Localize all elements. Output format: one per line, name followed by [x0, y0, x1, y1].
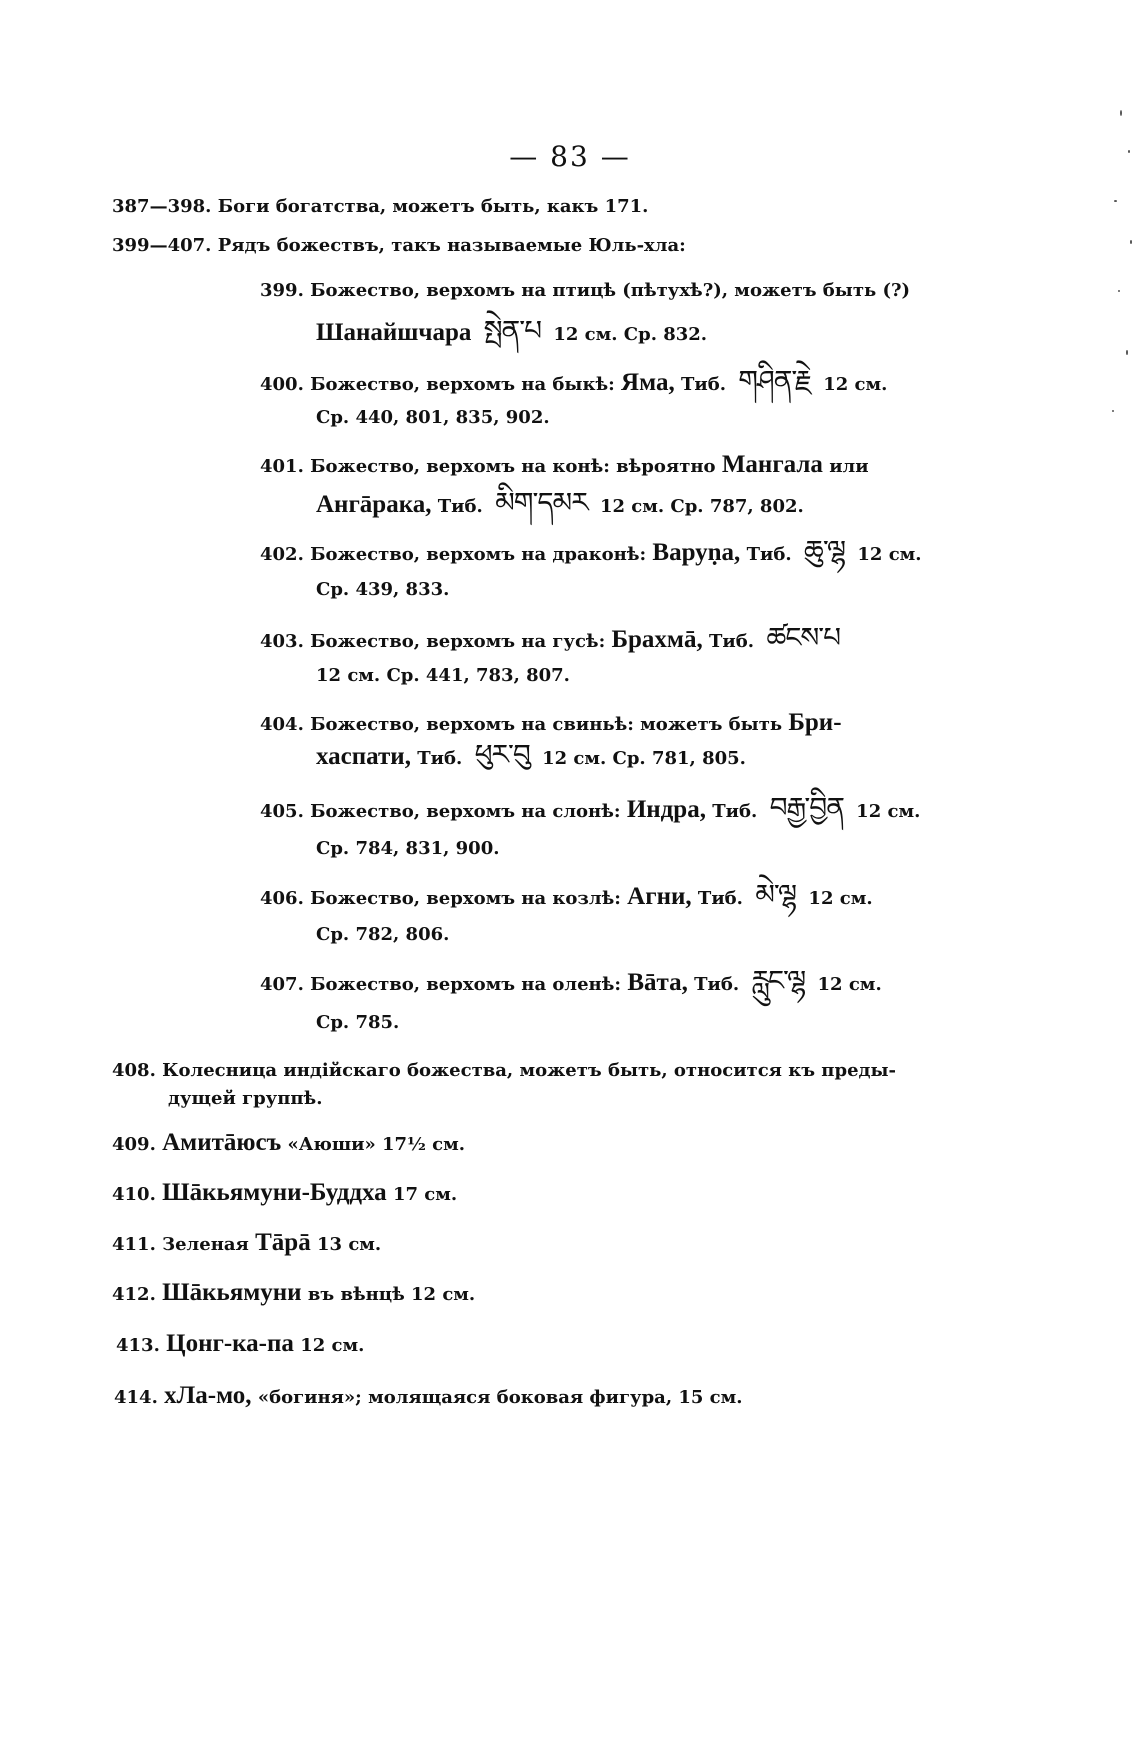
deity-name: Амитāюсъ: [162, 1129, 282, 1156]
entry-rest: Ср. 784, 831, 900.: [316, 838, 500, 859]
entry-number: 409.: [112, 1134, 156, 1155]
entry-text: Божество, верхомъ на слонѣ:: [310, 801, 621, 822]
entry-number: 412.: [112, 1284, 156, 1305]
tib-label: Тиб.: [680, 374, 727, 395]
entry-text: Божество, верхомъ на свиньѣ: можетъ быть: [310, 714, 783, 735]
page-number: — 83 —: [509, 140, 631, 173]
entry-number: 399.: [260, 280, 304, 301]
entry-text: Зеленая: [162, 1234, 249, 1255]
entry-rest: въ вѣнцѣ 12 см.: [307, 1284, 476, 1305]
entry-size: 12 см.: [823, 374, 888, 395]
entry-rest: 12 см. Ср. 832.: [553, 324, 708, 345]
entry-400-line2: [316, 405, 550, 431]
tibetan-script: མིག་དམར: [495, 486, 588, 519]
entry-401: [260, 452, 869, 480]
tibetan-script: བརྒྱ་བྱིན: [769, 791, 844, 824]
entry-414: [114, 1383, 743, 1411]
entry-number: 405.: [260, 801, 304, 822]
entry-rest: дущей группѣ.: [168, 1088, 323, 1109]
entry-399: [260, 278, 910, 304]
tibetan-script: སྤེན་པ: [483, 314, 542, 347]
tib-label: Тиб.: [417, 748, 463, 769]
entry-number: 400.: [260, 374, 304, 395]
entry-408-line2: [168, 1086, 322, 1112]
entry-number: 402.: [260, 544, 304, 565]
entry-rest: 17 см.: [392, 1184, 458, 1205]
entry-number: 399—407.: [112, 235, 212, 256]
deity-name: Мангала: [721, 451, 823, 478]
entry-401-line2: [316, 486, 804, 520]
entry-387-398: [112, 194, 648, 220]
deity-name: Индра,: [626, 796, 706, 823]
entry-405-line2: [316, 836, 500, 862]
entry-text: Божество, верхомъ на птицѣ (пѣтухѣ?), можетъ быть (?): [310, 280, 911, 301]
tib-label: Тиб.: [437, 496, 483, 517]
tibetan-script: ཕུར་བུ: [474, 738, 530, 771]
deity-name: Ангāрака,: [316, 491, 432, 518]
entry-rest: 13 см.: [317, 1234, 382, 1255]
entry-402-line2: [316, 577, 449, 603]
entry-rest: 12 см.: [300, 1335, 365, 1356]
entry-number: 387—398.: [112, 196, 212, 217]
entry-403: [260, 621, 846, 655]
entry-409: [112, 1130, 465, 1158]
entry-rest: 12 см. Ср. 441, 783, 807.: [316, 665, 570, 686]
entry-rest: 12 см. Ср. 781, 805.: [542, 748, 746, 769]
tib-label: Тиб.: [697, 888, 743, 909]
entry-text: или: [829, 456, 869, 477]
tibetan-script: རླུང་ལྷ: [751, 964, 806, 997]
entry-text: Колесница индійскаго божества, можетъ быть, относится къ преды-: [162, 1060, 897, 1081]
deity-name: Цонг-ка-па: [166, 1330, 294, 1357]
entry-406-line2: [316, 922, 449, 948]
scan-margin-noise: [1100, 90, 1140, 510]
deity-name: Варуṇа,: [652, 539, 741, 566]
entry-text: Божество, верхомъ на конѣ: вѣроятно: [310, 456, 716, 477]
entry-407-line2: [316, 1010, 399, 1036]
entry-rest: Ср. 440, 801, 835, 902.: [316, 407, 550, 428]
entry-text: Рядъ божествъ, такъ называемые Юль-хла:: [217, 235, 686, 256]
entry-size: 12 см.: [856, 801, 921, 822]
tibetan-script: ཆུ་ལྷ: [803, 534, 846, 567]
entry-number: 406.: [260, 888, 304, 909]
entry-rest: Ср. 782, 806.: [316, 924, 450, 945]
deity-name: Агни,: [627, 883, 692, 910]
deity-name: Тāрā: [255, 1229, 311, 1256]
entry-rest: «Аюши» 17½ см.: [287, 1134, 465, 1155]
entry-text: Божество, верхомъ на гусѣ:: [310, 631, 606, 652]
entry-411: [112, 1230, 381, 1258]
entry-size: 12 см.: [808, 888, 873, 909]
tibetan-script: མེ་ལྷ: [755, 878, 797, 911]
tib-label: Тиб.: [694, 974, 740, 995]
deity-name: Шанайшчара: [316, 319, 472, 346]
entry-rest: Ср. 439, 833.: [316, 579, 450, 600]
entry-403-line2: [316, 663, 570, 689]
deity-name: Яма,: [621, 369, 675, 396]
deity-name: хаспати,: [316, 743, 411, 770]
tib-label: Тиб.: [712, 801, 758, 822]
entry-number: 407.: [260, 974, 304, 995]
entry-size: 12 см.: [857, 544, 922, 565]
entry-405: [260, 791, 921, 825]
entry-text: Божество, верхомъ на быкѣ:: [310, 374, 615, 395]
tibetan-script: ཚངས་པ: [766, 621, 841, 654]
entry-size: 12 см.: [817, 974, 882, 995]
entry-412: [112, 1280, 475, 1308]
entry-rest: «богиня»; молящаяся боковая фигура, 15 см.: [257, 1387, 743, 1408]
entry-number: 414.: [114, 1387, 158, 1408]
entry-text: Божество, верхомъ на драконѣ:: [310, 544, 647, 565]
entry-408: [112, 1058, 896, 1084]
deity-name: Брахмā,: [611, 626, 703, 653]
entry-number: 403.: [260, 631, 304, 652]
entry-413: [116, 1331, 364, 1359]
tibetan-script: གཤིན་རྗེ: [738, 364, 811, 397]
entry-402: [260, 534, 922, 568]
deity-name: Шāкьямуни: [162, 1279, 302, 1306]
entry-number: 404.: [260, 714, 304, 735]
tib-label: Тиб.: [709, 631, 755, 652]
tib-label: Тиб.: [746, 544, 792, 565]
entry-404: [260, 710, 842, 738]
entry-number: 411.: [112, 1234, 156, 1255]
entry-rest: Ср. 785.: [316, 1012, 400, 1033]
deity-name: Бри-: [788, 709, 842, 736]
entry-text: Божество, верхомъ на козлѣ:: [310, 888, 621, 909]
deity-name: хЛа-мо,: [164, 1382, 252, 1409]
entry-406: [260, 878, 873, 912]
entry-number: 408.: [112, 1060, 156, 1081]
deity-name: Вāта,: [627, 969, 688, 996]
deity-name: Шāкьямуни-Буддха: [162, 1179, 387, 1206]
entry-407: [260, 964, 882, 998]
entry-number: 410.: [112, 1184, 156, 1205]
entry-number: 401.: [260, 456, 304, 477]
entry-number: 413.: [116, 1335, 160, 1356]
entry-399-407: [112, 233, 686, 259]
entry-410: [112, 1180, 457, 1208]
entry-399-line2: [316, 314, 708, 348]
entry-404-line2: [316, 738, 746, 772]
entry-400: [260, 364, 888, 398]
entry-text: Боги богатства, можетъ быть, какъ 171.: [217, 196, 649, 217]
entry-text: Божество, верхомъ на оленѣ:: [310, 974, 622, 995]
entry-rest: 12 см. Ср. 787, 802.: [599, 496, 804, 517]
